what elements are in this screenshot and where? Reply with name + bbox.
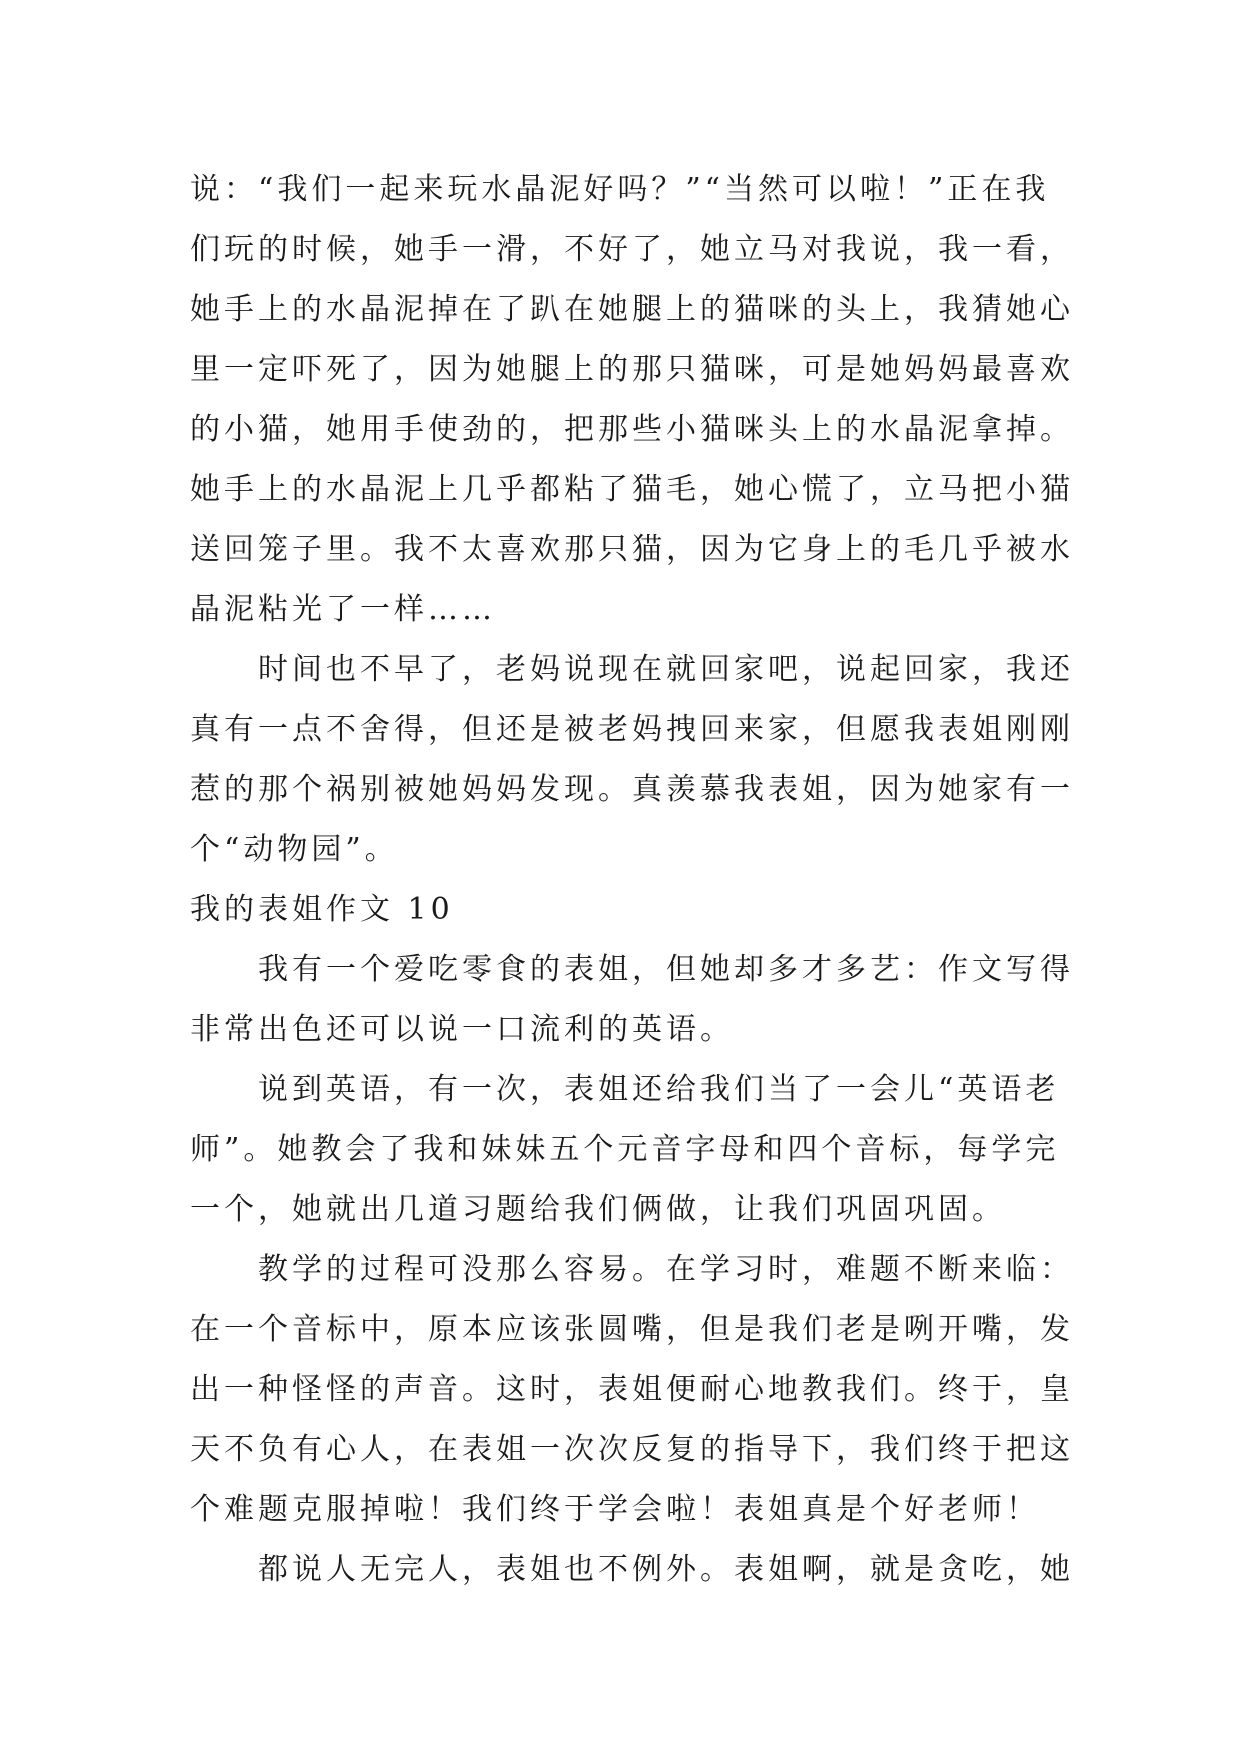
text-line: 一个，她就出几道习题给我们俩做，让我们巩固巩固。 — [190, 1192, 1006, 1227]
text-line: 师”。她教会了我和妹妹五个元音字母和四个音标，每学完 — [190, 1132, 1060, 1167]
text-line: 的小猫，她用手使劲的，把那些小猫咪头上的水晶泥拿掉。 — [190, 412, 1074, 447]
text-line: 天不负有心人，在表姐一次次反复的指导下，我们终于把这 — [190, 1432, 1074, 1467]
text-line: 真有一点不舍得，但还是被老妈拽回来家，但愿我表姐刚刚 — [190, 712, 1074, 747]
text-line: 说：“我们一起来玩水晶泥好吗？”“当然可以啦！”正在我 — [190, 172, 1050, 207]
text-line: 她手上的水晶泥上几乎都粘了猫毛，她心慌了，立马把小猫 — [190, 472, 1074, 507]
text-line: 送回笼子里。我不太喜欢那只猫，因为它身上的毛几乎被水 — [190, 532, 1074, 567]
text-line: 时间也不早了，老妈说现在就回家吧，说起回家，我还 — [258, 652, 1074, 687]
essay-title: 我的表姐作文 10 — [190, 892, 454, 927]
text-line: 我有一个爱吃零食的表姐，但她却多才多艺：作文写得 — [258, 952, 1074, 987]
text-line: 里一定吓死了，因为她腿上的那只猫咪，可是她妈妈最喜欢 — [190, 352, 1074, 387]
text-line: 在一个音标中，原本应该张圆嘴，但是我们老是咧开嘴，发 — [190, 1312, 1074, 1347]
text-line: 非常出色还可以说一口流利的英语。 — [190, 1012, 734, 1047]
text-line: 她手上的水晶泥掉在了趴在她腿上的猫咪的头上，我猜她心 — [190, 292, 1074, 327]
body-text — [190, 160, 1074, 1600]
text-line: 惹的那个祸别被她妈妈发现。真羡慕我表姐，因为她家有一 — [190, 772, 1074, 807]
text-line: 个“动物园”。 — [190, 832, 399, 867]
text-line: 们玩的时候，她手一滑，不好了，她立马对我说，我一看， — [190, 232, 1074, 267]
text-line: 出一种怪怪的声音。这时，表姐便耐心地教我们。终于，皇 — [190, 1372, 1074, 1407]
text-line: 说到英语，有一次，表姐还给我们当了一会儿“英语老 — [258, 1072, 1060, 1107]
text-line: 晶泥粘光了一样…… — [190, 592, 496, 627]
text-line: 都说人无完人，表姐也不例外。表姐啊，就是贪吃，她 — [258, 1552, 1074, 1587]
text-line: 教学的过程可没那么容易。在学习时，难题不断来临： — [258, 1252, 1074, 1287]
text-line: 个难题克服掉啦！我们终于学会啦！表姐真是个好老师！ — [190, 1492, 1040, 1527]
